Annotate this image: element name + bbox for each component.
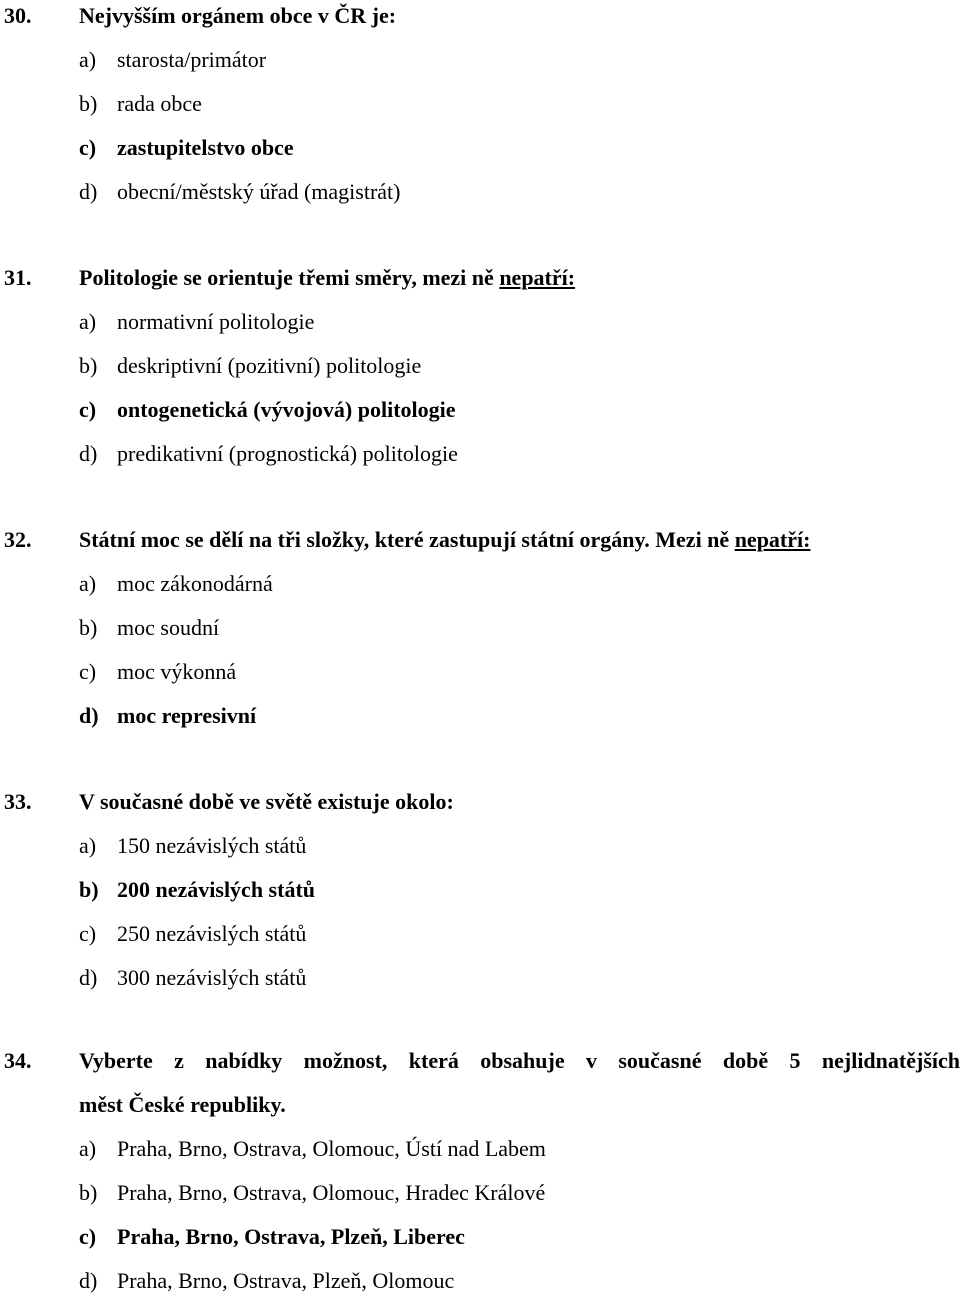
option-text: moc soudní (117, 615, 220, 640)
question-text-line2: měst České republiky. (79, 1092, 286, 1117)
answer-option (0, 89, 960, 133)
question-text: V současné době ve světě existuje okolo: (79, 789, 454, 814)
answer-option (0, 657, 960, 701)
option-letter: a) (79, 1136, 97, 1161)
question-number: 30. (4, 3, 32, 28)
question-emphasis: nepatří: (499, 265, 576, 290)
question-emphasis: nepatří: (734, 527, 811, 552)
option-letter: a) (79, 833, 97, 858)
option-text: rada obce (117, 91, 202, 116)
answer-option (0, 1134, 960, 1178)
option-letter: b) (79, 353, 98, 378)
option-text: 300 nezávislých států (117, 965, 307, 990)
question-text: Politologie se orientuje třemi směry, mezi ně (79, 265, 500, 290)
option-text: obecní/městský úřad (magistrát) (117, 179, 401, 204)
answer-option (0, 919, 960, 963)
option-text: moc zákonodárná (117, 571, 273, 596)
answer-option (0, 569, 960, 613)
option-letter: a) (79, 571, 97, 596)
option-text: 150 nezávislých států (117, 833, 307, 858)
answer-option (0, 177, 960, 221)
option-text: normativní politologie (117, 309, 315, 334)
option-text: zastupitelstvo obce (117, 135, 294, 160)
option-letter: d) (79, 1268, 98, 1293)
question-text: Státní moc se dělí na tři složky, které zastupují státní orgány. Mezi ně (79, 527, 735, 552)
option-text: moc represivní (117, 703, 257, 728)
question-text-line1: Vyberte z nabídky možnost, která obsahuje v současné době 5 nejlidnatějších (79, 1048, 960, 1073)
answer-option (0, 831, 960, 875)
option-letter: b) (79, 91, 98, 116)
option-letter: d) (79, 965, 98, 990)
answer-option-correct (0, 1222, 960, 1266)
question-number: 33. (4, 789, 32, 814)
question-number: 34. (4, 1048, 32, 1073)
question-30 (0, 1, 960, 221)
option-text: ontogenetická (vývojová) politologie (117, 397, 456, 422)
option-text: 250 nezávislých států (117, 921, 307, 946)
option-letter: a) (79, 309, 97, 334)
answer-option (0, 963, 960, 1007)
option-letter: c) (79, 135, 97, 160)
answer-option (0, 351, 960, 395)
question-header (0, 1046, 960, 1090)
question-33 (0, 787, 960, 1007)
answer-option (0, 1178, 960, 1222)
question-text-wrap (79, 525, 810, 555)
question-number: 32. (4, 527, 32, 552)
answer-option (0, 1266, 960, 1310)
question-32 (0, 525, 960, 745)
option-letter: b) (79, 877, 99, 902)
option-text: 200 nezávislých států (117, 877, 315, 902)
question-text: Nejvyšším orgánem obce v ČR je: (79, 3, 397, 28)
option-text: Praha, Brno, Ostrava, Plzeň, Liberec (117, 1224, 465, 1249)
option-letter: c) (79, 397, 97, 422)
question-number: 31. (4, 265, 32, 290)
question-34 (0, 1046, 960, 1310)
option-text: predikativní (prognostická) politologie (117, 441, 458, 466)
question-header (0, 1, 960, 45)
question-header (0, 787, 960, 831)
option-letter: c) (79, 921, 97, 946)
option-letter: d) (79, 179, 98, 204)
option-letter: b) (79, 615, 98, 640)
answer-option-correct (0, 701, 960, 745)
question-header (0, 263, 960, 307)
option-text: starosta/primátor (117, 47, 267, 72)
answer-option (0, 613, 960, 657)
option-text: deskriptivní (pozitivní) politologie (117, 353, 422, 378)
option-text: Praha, Brno, Ostrava, Plzeň, Olomouc (117, 1268, 455, 1293)
question-31 (0, 263, 960, 483)
answer-option-correct (0, 395, 960, 439)
answer-option-correct (0, 875, 960, 919)
option-letter: d) (79, 441, 98, 466)
option-text: moc výkonná (117, 659, 237, 684)
option-letter: b) (79, 1180, 98, 1205)
option-letter: a) (79, 47, 97, 72)
option-text: Praha, Brno, Ostrava, Olomouc, Hradec Králové (117, 1180, 546, 1205)
question-header-continued (0, 1090, 960, 1134)
question-header (0, 525, 960, 569)
option-letter: c) (79, 659, 97, 684)
option-text: Praha, Brno, Ostrava, Olomouc, Ústí nad Labem (117, 1136, 546, 1161)
answer-option (0, 45, 960, 89)
answer-option (0, 439, 960, 483)
answer-option (0, 307, 960, 351)
option-letter: d) (79, 703, 99, 728)
option-letter: c) (79, 1224, 97, 1249)
answer-option-correct (0, 133, 960, 177)
question-text-wrap (79, 263, 575, 293)
